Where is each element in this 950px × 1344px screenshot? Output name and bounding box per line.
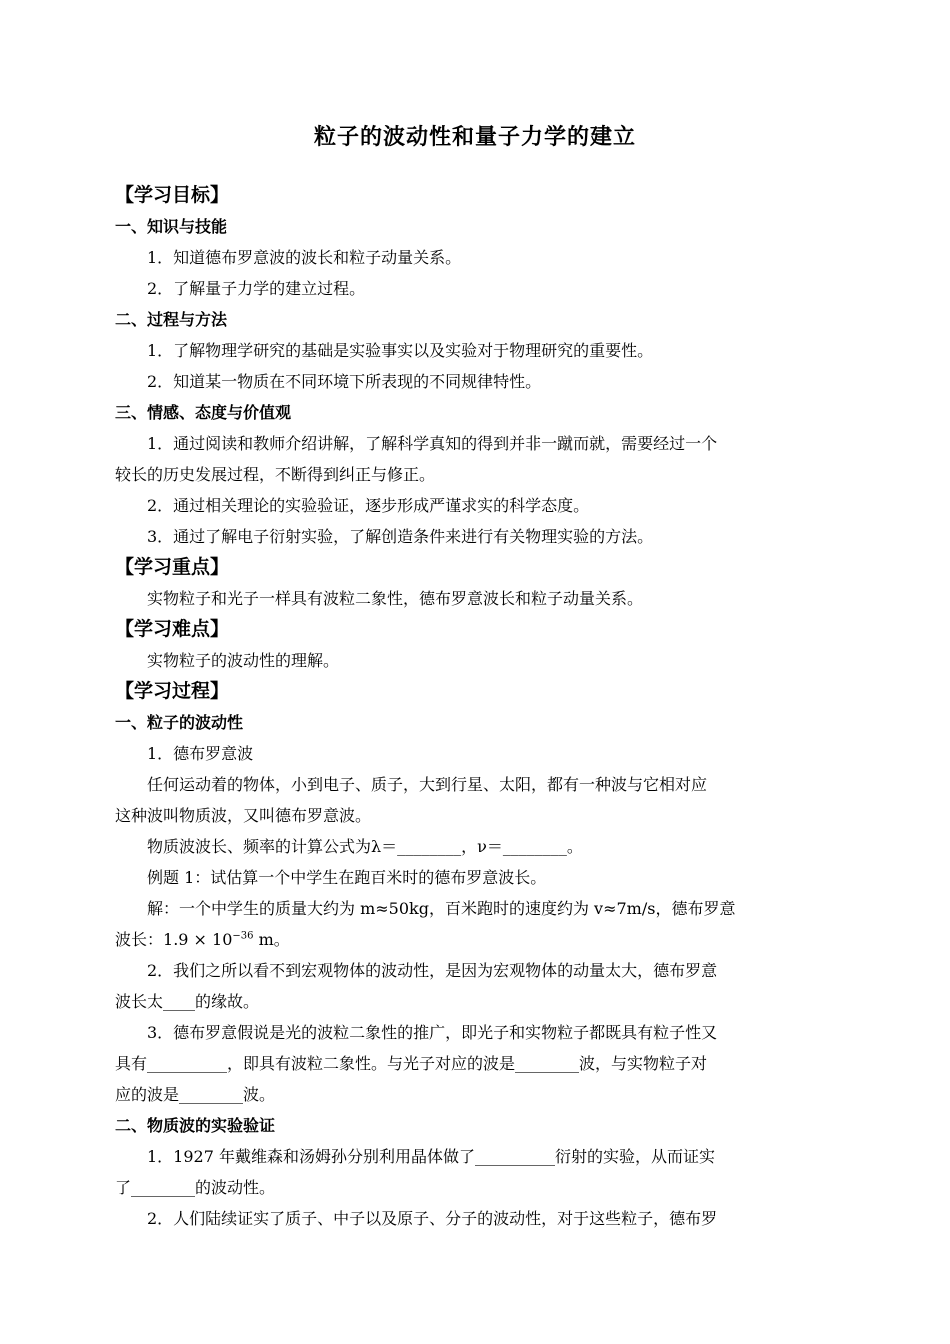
list-item-continuation: 较长的历史发展过程，不断得到纠正与修正。: [115, 465, 436, 484]
solution-text: 解：一个中学生的质量大约为 m≈50kg，百米跑时的速度约为 v≈7m/s，德布罗意: [147, 899, 736, 918]
subheading-wave-nature: 一、粒子的波动性: [115, 713, 244, 732]
list-item: 2．人们陆续证实了质子、中子以及原子、分子的波动性，对于这些粒子，德布罗: [147, 1209, 718, 1228]
list-item: 3．德布罗意假说是光的波粒二象性的推广，即光子和实物粒子都既具有粒子性又: [147, 1023, 718, 1042]
key-text: 实物粒子和光子一样具有波粒二象性，德布罗意波长和粒子动量关系。: [147, 589, 644, 608]
list-item: 2．通过相关理论的实验验证，逐步形成严谨求实的科学态度。: [147, 496, 590, 515]
document-body: [115, 180, 835, 1234]
list-item: 1．德布罗意波: [147, 744, 254, 763]
list-item: 1．通过阅读和教师介绍讲解，了解科学真知的得到并非一蹴而就，需要经过一个: [147, 434, 718, 453]
example-question: 例题 1：试估算一个中学生在跑百米时的德布罗意波长。: [147, 868, 547, 887]
section-heading-key: 【学习重点】: [115, 556, 230, 578]
solution-result: [115, 924, 835, 955]
list-item-continuation: 具有__________，即具有波粒二象性。与光子对应的波是________波，与实物粒子对: [115, 1054, 708, 1073]
list-item: 3．通过了解电子衍射实验，了解创造条件来进行有关物理实验的方法。: [147, 527, 654, 546]
list-item-continuation: 波长太____的缘故。: [115, 992, 260, 1011]
list-item: 1．知道德布罗意波的波长和粒子动量关系。: [147, 248, 462, 267]
list-item: 1．1927 年戴维森和汤姆孙分别利用晶体做了__________衍射的实验，从而证实: [147, 1147, 715, 1166]
section-heading-process: 【学习过程】: [115, 680, 230, 702]
list-item-continuation: 应的波是________波。: [115, 1085, 276, 1104]
subheading-emotion-values: 三、情感、态度与价值观: [115, 403, 292, 422]
section-heading-goals: 【学习目标】: [115, 184, 230, 206]
formula-blank-line: 物质波波长、频率的计算公式为λ＝________，ν＝________。: [147, 837, 583, 856]
difficulty-text: 实物粒子的波动性的理解。: [147, 651, 340, 670]
solution-exponent: −36: [232, 930, 254, 942]
paragraph-continuation: 这种波叫物质波，又叫德布罗意波。: [115, 806, 372, 825]
list-item: 2．了解量子力学的建立过程。: [147, 279, 366, 298]
solution-value: 1.9 × 10: [163, 930, 233, 949]
solution-prefix: 波长：: [115, 930, 164, 949]
section-heading-difficulty: 【学习难点】: [115, 618, 230, 640]
page-title: 粒子的波动性和量子力学的建立: [313, 125, 636, 150]
subheading-process-method: 二、过程与方法: [115, 310, 228, 329]
subheading-experimental-verification: 二、物质波的实验验证: [115, 1116, 276, 1135]
list-item: 1．了解物理学研究的基础是实验事实以及实验对于物理研究的重要性。: [147, 341, 654, 360]
paragraph: 任何运动着的物体，小到电子、质子，大到行星、太阳，都有一种波与它相对应: [147, 775, 708, 794]
list-item: 2．知道某一物质在不同环境下所表现的不同规律特性。: [147, 372, 542, 391]
list-item-continuation: 了________的波动性。: [115, 1178, 276, 1197]
subheading-knowledge: 一、知识与技能: [115, 217, 228, 236]
solution-unit: m。: [253, 930, 290, 949]
list-item: 2．我们之所以看不到宏观物体的波动性，是因为宏观物体的动量太大，德布罗意: [147, 961, 718, 980]
